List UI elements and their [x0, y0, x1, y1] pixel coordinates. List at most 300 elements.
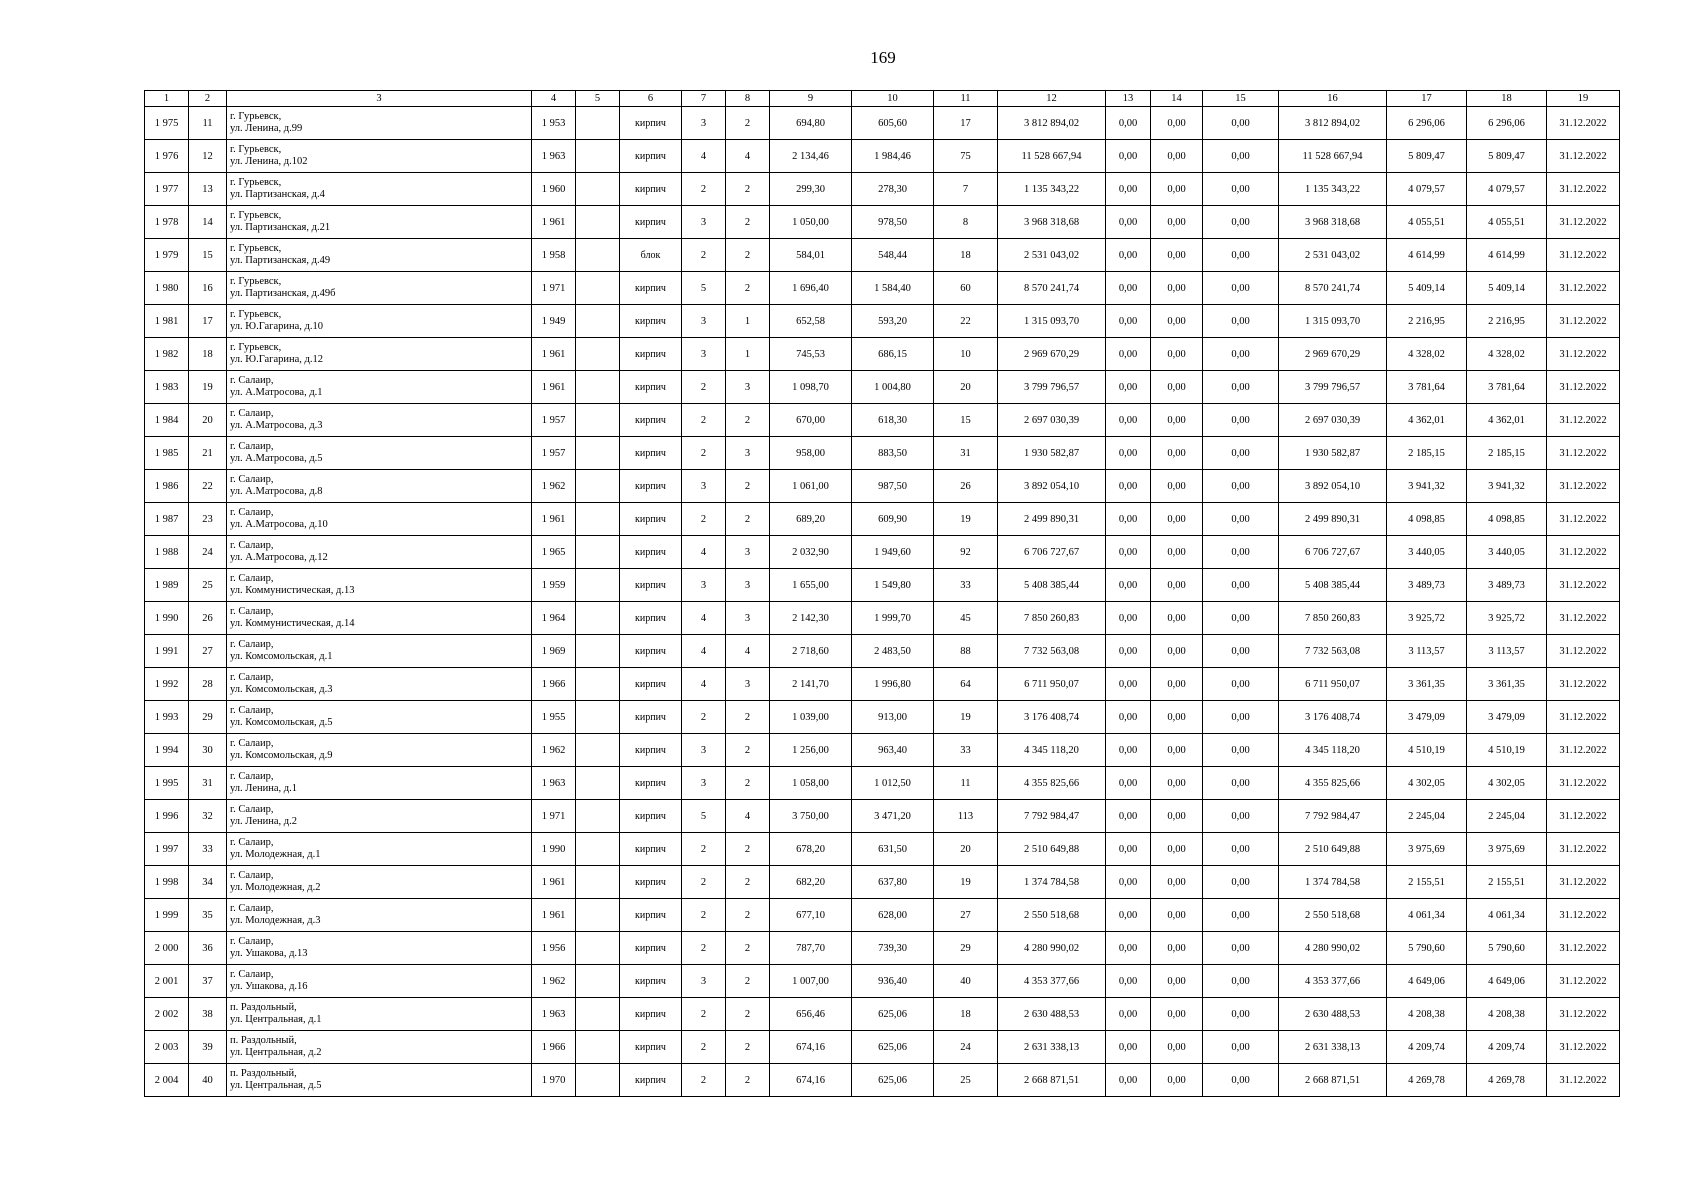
entrances-cell: 2 [726, 998, 770, 1031]
residents-cell: 17 [934, 107, 998, 140]
unit-cost-17-cell: 5 409,14 [1387, 272, 1467, 305]
record-number-cell: 1 998 [145, 866, 189, 899]
deadline-date-cell: 31.12.2022 [1547, 767, 1620, 800]
col13-cell: 0,00 [1106, 668, 1151, 701]
col14-cell: 0,00 [1151, 932, 1203, 965]
living-area-cell: 1 996,80 [852, 668, 934, 701]
col13-cell: 0,00 [1106, 602, 1151, 635]
col5-cell [576, 536, 620, 569]
address-street: ул. Ленина, д.2 [230, 816, 297, 827]
column-header-16: 16 [1279, 91, 1387, 107]
total-area-cell: 1 256,00 [770, 734, 852, 767]
unit-cost-18-cell: 5 809,47 [1467, 140, 1547, 173]
deadline-date-cell: 31.12.2022 [1547, 272, 1620, 305]
build-year-cell: 1 960 [532, 173, 576, 206]
deadline-date-cell: 31.12.2022 [1547, 569, 1620, 602]
entrances-cell: 2 [726, 173, 770, 206]
total-area-cell: 3 750,00 [770, 800, 852, 833]
table-row [145, 932, 1620, 965]
unit-cost-18-cell: 2 155,51 [1467, 866, 1547, 899]
col14-cell: 0,00 [1151, 800, 1203, 833]
build-year-cell: 1 956 [532, 932, 576, 965]
address-cell [227, 173, 532, 206]
address-street: ул. Комсомольская, д.1 [230, 651, 333, 662]
deadline-date-cell: 31.12.2022 [1547, 470, 1620, 503]
column-header-2: 2 [189, 91, 227, 107]
cost-total-cell: 7 792 984,47 [998, 800, 1106, 833]
address-cell [227, 536, 532, 569]
build-year-cell: 1 953 [532, 107, 576, 140]
living-area-cell: 1 004,80 [852, 371, 934, 404]
wall-material-cell: кирпич [620, 569, 682, 602]
col15-cell: 0,00 [1203, 998, 1279, 1031]
address-city: г. Гурьевск, [230, 243, 282, 254]
address-cell [227, 833, 532, 866]
total-area-cell: 678,20 [770, 833, 852, 866]
unit-cost-18-cell: 4 079,57 [1467, 173, 1547, 206]
address-cell [227, 437, 532, 470]
local-number-cell: 17 [189, 305, 227, 338]
total-area-cell: 1 058,00 [770, 767, 852, 800]
unit-cost-17-cell: 5 790,60 [1387, 932, 1467, 965]
col15-cell: 0,00 [1203, 239, 1279, 272]
unit-cost-18-cell: 3 113,57 [1467, 635, 1547, 668]
cost-col16-cell: 1 315 093,70 [1279, 305, 1387, 338]
build-year-cell: 1 964 [532, 602, 576, 635]
deadline-date-cell: 31.12.2022 [1547, 866, 1620, 899]
residents-cell: 31 [934, 437, 998, 470]
total-area-cell: 2 142,30 [770, 602, 852, 635]
unit-cost-17-cell: 3 781,64 [1387, 371, 1467, 404]
col15-cell: 0,00 [1203, 899, 1279, 932]
col13-cell: 0,00 [1106, 305, 1151, 338]
table-row [145, 569, 1620, 602]
address-street: ул. Партизанская, д.21 [230, 222, 331, 233]
address-cell [227, 635, 532, 668]
floors-cell: 2 [682, 1064, 726, 1097]
col13-cell: 0,00 [1106, 767, 1151, 800]
deadline-date-cell: 31.12.2022 [1547, 1064, 1620, 1097]
address-city: г. Гурьевск, [230, 111, 282, 122]
total-area-cell: 1 007,00 [770, 965, 852, 998]
deadline-date-cell: 31.12.2022 [1547, 536, 1620, 569]
record-number-cell: 1 995 [145, 767, 189, 800]
local-number-cell: 31 [189, 767, 227, 800]
cost-total-cell: 2 630 488,53 [998, 998, 1106, 1031]
residents-cell: 19 [934, 503, 998, 536]
col14-cell: 0,00 [1151, 107, 1203, 140]
address-cell [227, 701, 532, 734]
cost-col16-cell: 1 930 582,87 [1279, 437, 1387, 470]
deadline-date-cell: 31.12.2022 [1547, 800, 1620, 833]
unit-cost-18-cell: 3 781,64 [1467, 371, 1547, 404]
floors-cell: 2 [682, 866, 726, 899]
col15-cell: 0,00 [1203, 404, 1279, 437]
cost-col16-cell: 3 968 318,68 [1279, 206, 1387, 239]
col5-cell [576, 206, 620, 239]
wall-material-cell: кирпич [620, 932, 682, 965]
unit-cost-18-cell: 4 362,01 [1467, 404, 1547, 437]
total-area-cell: 689,20 [770, 503, 852, 536]
wall-material-cell: кирпич [620, 767, 682, 800]
column-header-17: 17 [1387, 91, 1467, 107]
col5-cell [576, 635, 620, 668]
entrances-cell: 3 [726, 569, 770, 602]
address-cell [227, 1031, 532, 1064]
wall-material-cell: кирпич [620, 965, 682, 998]
col15-cell: 0,00 [1203, 173, 1279, 206]
total-area-cell: 1 696,40 [770, 272, 852, 305]
col15-cell: 0,00 [1203, 965, 1279, 998]
residents-cell: 20 [934, 833, 998, 866]
address-street: ул. Ю.Гагарина, д.10 [230, 321, 323, 332]
col13-cell: 0,00 [1106, 932, 1151, 965]
address-street: ул. А.Матросова, д.8 [230, 486, 323, 497]
wall-material-cell: кирпич [620, 635, 682, 668]
entrances-cell: 3 [726, 536, 770, 569]
address-city: п. Раздольный, [230, 1002, 297, 1013]
unit-cost-17-cell: 4 510,19 [1387, 734, 1467, 767]
address-cell [227, 899, 532, 932]
deadline-date-cell: 31.12.2022 [1547, 635, 1620, 668]
entrances-cell: 3 [726, 602, 770, 635]
column-header-11: 11 [934, 91, 998, 107]
record-number-cell: 1 990 [145, 602, 189, 635]
cost-total-cell: 4 280 990,02 [998, 932, 1106, 965]
entrances-cell: 2 [726, 899, 770, 932]
col14-cell: 0,00 [1151, 998, 1203, 1031]
entrances-cell: 2 [726, 701, 770, 734]
col13-cell: 0,00 [1106, 1031, 1151, 1064]
local-number-cell: 20 [189, 404, 227, 437]
address-street: ул. Ленина, д.99 [230, 123, 303, 134]
local-number-cell: 26 [189, 602, 227, 635]
cost-total-cell: 2 969 670,29 [998, 338, 1106, 371]
local-number-cell: 13 [189, 173, 227, 206]
unit-cost-18-cell: 2 245,04 [1467, 800, 1547, 833]
cost-total-cell: 2 631 338,13 [998, 1031, 1106, 1064]
cost-total-cell: 2 510 649,88 [998, 833, 1106, 866]
record-number-cell: 1 975 [145, 107, 189, 140]
floors-cell: 3 [682, 734, 726, 767]
living-area-cell: 1 984,46 [852, 140, 934, 173]
cost-col16-cell: 2 668 871,51 [1279, 1064, 1387, 1097]
cost-col16-cell: 3 812 894,02 [1279, 107, 1387, 140]
build-year-cell: 1 958 [532, 239, 576, 272]
residents-cell: 26 [934, 470, 998, 503]
address-cell [227, 866, 532, 899]
local-number-cell: 37 [189, 965, 227, 998]
deadline-date-cell: 31.12.2022 [1547, 338, 1620, 371]
col14-cell: 0,00 [1151, 305, 1203, 338]
unit-cost-18-cell: 2 185,15 [1467, 437, 1547, 470]
wall-material-cell: кирпич [620, 437, 682, 470]
build-year-cell: 1 971 [532, 800, 576, 833]
unit-cost-17-cell: 3 361,35 [1387, 668, 1467, 701]
living-area-cell: 1 584,40 [852, 272, 934, 305]
cost-col16-cell: 2 697 030,39 [1279, 404, 1387, 437]
cost-col16-cell: 1 135 343,22 [1279, 173, 1387, 206]
unit-cost-18-cell: 4 055,51 [1467, 206, 1547, 239]
address-city: г. Салаир, [230, 936, 274, 947]
col15-cell: 0,00 [1203, 701, 1279, 734]
cost-total-cell: 7 732 563,08 [998, 635, 1106, 668]
address-city: г. Гурьевск, [230, 144, 282, 155]
cost-col16-cell: 7 732 563,08 [1279, 635, 1387, 668]
entrances-cell: 2 [726, 767, 770, 800]
address-city: г. Салаир, [230, 573, 274, 584]
cost-col16-cell: 8 570 241,74 [1279, 272, 1387, 305]
unit-cost-18-cell: 3 975,69 [1467, 833, 1547, 866]
living-area-cell: 987,50 [852, 470, 934, 503]
local-number-cell: 11 [189, 107, 227, 140]
cost-col16-cell: 11 528 667,94 [1279, 140, 1387, 173]
residents-cell: 7 [934, 173, 998, 206]
wall-material-cell: кирпич [620, 470, 682, 503]
record-number-cell: 1 994 [145, 734, 189, 767]
wall-material-cell: кирпич [620, 998, 682, 1031]
residents-cell: 33 [934, 569, 998, 602]
floors-cell: 3 [682, 569, 726, 602]
table-row [145, 701, 1620, 734]
unit-cost-18-cell: 4 209,74 [1467, 1031, 1547, 1064]
record-number-cell: 1 981 [145, 305, 189, 338]
living-area-cell: 625,06 [852, 1064, 934, 1097]
entrances-cell: 2 [726, 965, 770, 998]
residents-cell: 22 [934, 305, 998, 338]
cost-col16-cell: 5 408 385,44 [1279, 569, 1387, 602]
col14-cell: 0,00 [1151, 569, 1203, 602]
wall-material-cell: кирпич [620, 206, 682, 239]
local-number-cell: 12 [189, 140, 227, 173]
address-street: ул. А.Матросова, д.1 [230, 387, 323, 398]
wall-material-cell: кирпич [620, 536, 682, 569]
wall-material-cell: кирпич [620, 305, 682, 338]
wall-material-cell: блок [620, 239, 682, 272]
total-area-cell: 674,16 [770, 1064, 852, 1097]
floors-cell: 2 [682, 932, 726, 965]
address-cell [227, 338, 532, 371]
residents-cell: 25 [934, 1064, 998, 1097]
build-year-cell: 1 959 [532, 569, 576, 602]
address-cell [227, 503, 532, 536]
table-row [145, 866, 1620, 899]
col14-cell: 0,00 [1151, 536, 1203, 569]
unit-cost-17-cell: 4 209,74 [1387, 1031, 1467, 1064]
deadline-date-cell: 31.12.2022 [1547, 239, 1620, 272]
col14-cell: 0,00 [1151, 602, 1203, 635]
residents-cell: 75 [934, 140, 998, 173]
build-year-cell: 1 962 [532, 470, 576, 503]
record-number-cell: 1 986 [145, 470, 189, 503]
cost-col16-cell: 2 631 338,13 [1279, 1031, 1387, 1064]
table-row [145, 668, 1620, 701]
floors-cell: 5 [682, 272, 726, 305]
address-street: ул. Центральная, д.1 [230, 1014, 322, 1025]
cost-total-cell: 2 531 043,02 [998, 239, 1106, 272]
address-city: г. Салаир, [230, 771, 274, 782]
living-area-cell: 1 999,70 [852, 602, 934, 635]
residents-cell: 24 [934, 1031, 998, 1064]
col14-cell: 0,00 [1151, 899, 1203, 932]
address-city: г. Салаир, [230, 375, 274, 386]
living-area-cell: 1 949,60 [852, 536, 934, 569]
col5-cell [576, 965, 620, 998]
table-row [145, 305, 1620, 338]
residents-cell: 92 [934, 536, 998, 569]
record-number-cell: 1 977 [145, 173, 189, 206]
column-header-1: 1 [145, 91, 189, 107]
col15-cell: 0,00 [1203, 272, 1279, 305]
address-cell [227, 371, 532, 404]
living-area-cell: 609,90 [852, 503, 934, 536]
address-street: ул. А.Матросова, д.5 [230, 453, 323, 464]
address-street: ул. А.Матросова, д.3 [230, 420, 323, 431]
cost-col16-cell: 4 345 118,20 [1279, 734, 1387, 767]
floors-cell: 2 [682, 833, 726, 866]
residents-cell: 15 [934, 404, 998, 437]
total-area-cell: 694,80 [770, 107, 852, 140]
column-number-row [145, 91, 1620, 107]
floors-cell: 3 [682, 305, 726, 338]
address-street: ул. Коммунистическая, д.14 [230, 618, 355, 629]
col13-cell: 0,00 [1106, 899, 1151, 932]
table-row [145, 1064, 1620, 1097]
entrances-cell: 3 [726, 371, 770, 404]
table-row [145, 833, 1620, 866]
cost-total-cell: 6 706 727,67 [998, 536, 1106, 569]
build-year-cell: 1 961 [532, 899, 576, 932]
cost-col16-cell: 6 711 950,07 [1279, 668, 1387, 701]
entrances-cell: 4 [726, 800, 770, 833]
total-area-cell: 2 141,70 [770, 668, 852, 701]
unit-cost-17-cell: 4 649,06 [1387, 965, 1467, 998]
column-header-5: 5 [576, 91, 620, 107]
cost-total-cell: 3 799 796,57 [998, 371, 1106, 404]
table-row [145, 173, 1620, 206]
deadline-date-cell: 31.12.2022 [1547, 503, 1620, 536]
column-header-9: 9 [770, 91, 852, 107]
wall-material-cell: кирпич [620, 140, 682, 173]
total-area-cell: 1 050,00 [770, 206, 852, 239]
cost-col16-cell: 4 280 990,02 [1279, 932, 1387, 965]
total-area-cell: 677,10 [770, 899, 852, 932]
table-row [145, 899, 1620, 932]
living-area-cell: 618,30 [852, 404, 934, 437]
col5-cell [576, 173, 620, 206]
col5-cell [576, 569, 620, 602]
floors-cell: 4 [682, 536, 726, 569]
cost-col16-cell: 7 792 984,47 [1279, 800, 1387, 833]
build-year-cell: 1 957 [532, 404, 576, 437]
column-header-4: 4 [532, 91, 576, 107]
unit-cost-17-cell: 2 245,04 [1387, 800, 1467, 833]
col14-cell: 0,00 [1151, 701, 1203, 734]
address-city: г. Салаир, [230, 870, 274, 881]
record-number-cell: 1 987 [145, 503, 189, 536]
table-row [145, 767, 1620, 800]
wall-material-cell: кирпич [620, 107, 682, 140]
unit-cost-17-cell: 4 061,34 [1387, 899, 1467, 932]
unit-cost-17-cell: 3 440,05 [1387, 536, 1467, 569]
col15-cell: 0,00 [1203, 800, 1279, 833]
local-number-cell: 14 [189, 206, 227, 239]
local-number-cell: 39 [189, 1031, 227, 1064]
local-number-cell: 16 [189, 272, 227, 305]
address-cell [227, 305, 532, 338]
table-row [145, 602, 1620, 635]
floors-cell: 3 [682, 338, 726, 371]
residents-cell: 33 [934, 734, 998, 767]
table-row [145, 338, 1620, 371]
unit-cost-18-cell: 4 510,19 [1467, 734, 1547, 767]
residents-cell: 19 [934, 701, 998, 734]
record-number-cell: 1 999 [145, 899, 189, 932]
total-area-cell: 1 655,00 [770, 569, 852, 602]
unit-cost-17-cell: 4 208,38 [1387, 998, 1467, 1031]
col15-cell: 0,00 [1203, 338, 1279, 371]
wall-material-cell: кирпич [620, 734, 682, 767]
address-cell [227, 107, 532, 140]
address-cell [227, 1064, 532, 1097]
col15-cell: 0,00 [1203, 635, 1279, 668]
residents-cell: 29 [934, 932, 998, 965]
unit-cost-18-cell: 4 061,34 [1467, 899, 1547, 932]
deadline-date-cell: 31.12.2022 [1547, 371, 1620, 404]
col15-cell: 0,00 [1203, 305, 1279, 338]
col13-cell: 0,00 [1106, 107, 1151, 140]
living-area-cell: 1 012,50 [852, 767, 934, 800]
cost-col16-cell: 3 799 796,57 [1279, 371, 1387, 404]
unit-cost-18-cell: 3 941,32 [1467, 470, 1547, 503]
floors-cell: 2 [682, 239, 726, 272]
residents-cell: 113 [934, 800, 998, 833]
col5-cell [576, 305, 620, 338]
cost-total-cell: 11 528 667,94 [998, 140, 1106, 173]
living-area-cell: 278,30 [852, 173, 934, 206]
living-area-cell: 3 471,20 [852, 800, 934, 833]
floors-cell: 3 [682, 107, 726, 140]
record-number-cell: 1 989 [145, 569, 189, 602]
col14-cell: 0,00 [1151, 503, 1203, 536]
column-header-8: 8 [726, 91, 770, 107]
floors-cell: 3 [682, 206, 726, 239]
record-number-cell: 1 976 [145, 140, 189, 173]
col15-cell: 0,00 [1203, 866, 1279, 899]
deadline-date-cell: 31.12.2022 [1547, 107, 1620, 140]
col14-cell: 0,00 [1151, 1031, 1203, 1064]
col13-cell: 0,00 [1106, 833, 1151, 866]
entrances-cell: 2 [726, 1064, 770, 1097]
cost-col16-cell: 2 510 649,88 [1279, 833, 1387, 866]
residents-cell: 60 [934, 272, 998, 305]
table-row [145, 635, 1620, 668]
record-number-cell: 1 993 [145, 701, 189, 734]
local-number-cell: 30 [189, 734, 227, 767]
unit-cost-17-cell: 3 975,69 [1387, 833, 1467, 866]
unit-cost-18-cell: 6 296,06 [1467, 107, 1547, 140]
living-area-cell: 625,06 [852, 998, 934, 1031]
unit-cost-17-cell: 4 079,57 [1387, 173, 1467, 206]
address-city: г. Салаир, [230, 474, 274, 485]
table-row [145, 404, 1620, 437]
unit-cost-17-cell: 3 113,57 [1387, 635, 1467, 668]
build-year-cell: 1 965 [532, 536, 576, 569]
address-cell [227, 965, 532, 998]
col5-cell [576, 1031, 620, 1064]
build-year-cell: 1 963 [532, 140, 576, 173]
wall-material-cell: кирпич [620, 602, 682, 635]
